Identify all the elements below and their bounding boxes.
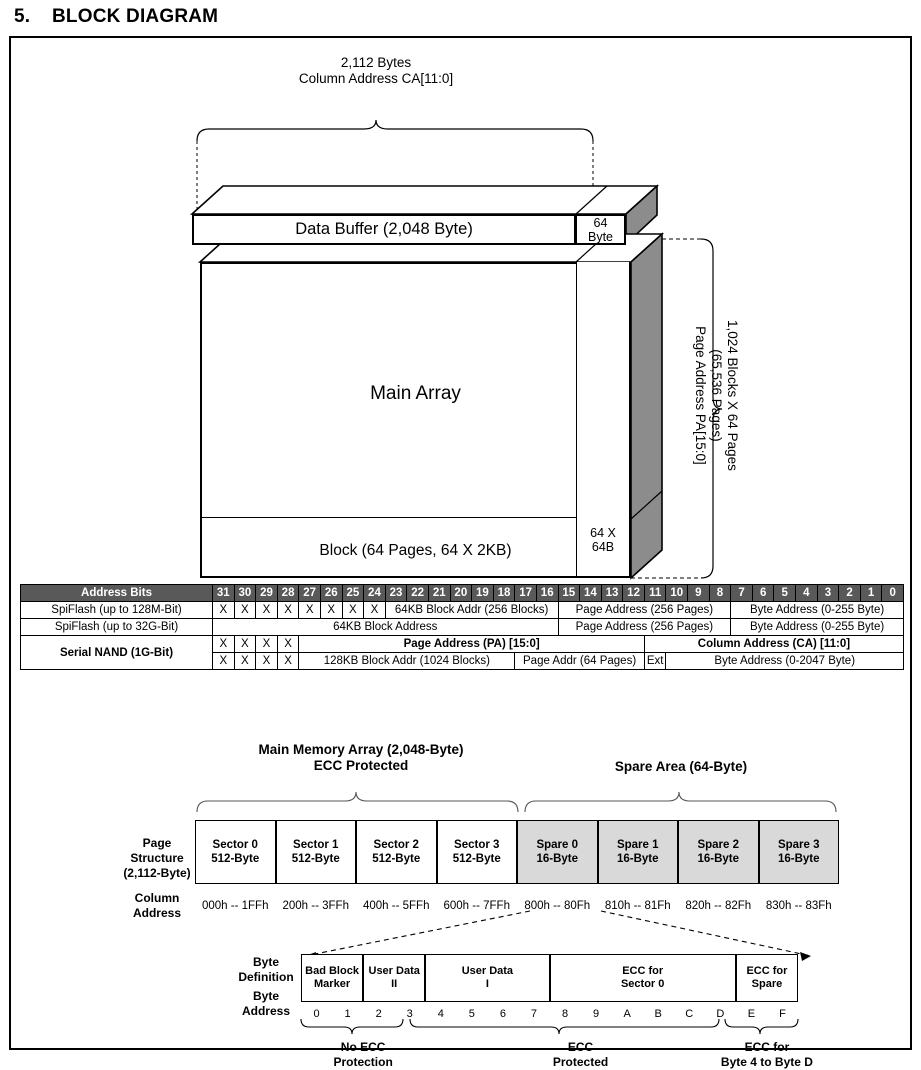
bit-header-28: 28 bbox=[277, 585, 299, 602]
byte-address-value: A bbox=[623, 1008, 631, 1020]
byte-address-row-label bbox=[226, 989, 306, 1019]
table-cell: X bbox=[256, 602, 278, 619]
blocks-caption-line2: (65,536 Pages) bbox=[709, 349, 724, 442]
cell-line1: Sector 2 bbox=[373, 839, 419, 851]
byte-address-value: 0 bbox=[313, 1008, 320, 1020]
bit-header-19: 19 bbox=[472, 585, 494, 602]
bit-header-17: 17 bbox=[515, 585, 537, 602]
table-cell: X bbox=[234, 602, 256, 619]
cell-line2: I bbox=[485, 978, 489, 990]
cell-line2: Marker bbox=[314, 978, 351, 990]
byte-address-value: F bbox=[779, 1008, 786, 1020]
table-row bbox=[21, 602, 904, 619]
byte-address-value: C bbox=[685, 1008, 694, 1020]
cell-line1: ECC for bbox=[746, 965, 788, 977]
page-structure-cell bbox=[759, 820, 840, 884]
bit-header-30: 30 bbox=[234, 585, 256, 602]
byte-definition-footer bbox=[667, 1040, 867, 1070]
page-structure-cell bbox=[276, 820, 357, 884]
table-cell: Ext bbox=[644, 653, 666, 670]
table-cell: Column Address (CA) [11:0] bbox=[644, 636, 903, 653]
data-buffer-label: Data Buffer (2,048 Byte) bbox=[295, 220, 473, 238]
data-buffer-spare-line2: Byte bbox=[587, 229, 613, 244]
bit-header-11: 11 bbox=[644, 585, 666, 602]
bit-header-3: 3 bbox=[817, 585, 839, 602]
cell-line2: 16-Byte bbox=[777, 853, 820, 865]
bit-header-7: 7 bbox=[731, 585, 753, 602]
column-address-value: 400h -- 5FFh bbox=[363, 900, 430, 912]
bit-header-16: 16 bbox=[536, 585, 558, 602]
table-cell: X bbox=[256, 653, 278, 670]
bit-header-5: 5 bbox=[774, 585, 796, 602]
array-spare-line1: 64 X bbox=[590, 526, 616, 540]
blocks-caption-line3: Page Address PA[15:0] bbox=[693, 326, 708, 465]
byte-definition-cell bbox=[301, 954, 363, 1002]
cell-line1: Sector 3 bbox=[454, 839, 500, 851]
data-buffer-spare-line1: 64 bbox=[593, 215, 608, 230]
bit-header-26: 26 bbox=[320, 585, 342, 602]
data-buffer-block bbox=[192, 214, 576, 245]
page-structure-cell bbox=[437, 820, 518, 884]
cell-line1: User Data bbox=[461, 965, 514, 977]
bit-header-9: 9 bbox=[688, 585, 710, 602]
page-structure-row-label bbox=[107, 836, 207, 881]
cell-line1: Spare 3 bbox=[777, 839, 820, 851]
page-structure-cell bbox=[517, 820, 598, 884]
bit-header-1: 1 bbox=[860, 585, 882, 602]
page-structure-cell bbox=[678, 820, 759, 884]
bit-header-29: 29 bbox=[256, 585, 278, 602]
byte-address-value: E bbox=[747, 1008, 756, 1020]
memory-organization-3d-diagram bbox=[11, 38, 914, 558]
byte-definition-row-label bbox=[226, 955, 306, 985]
byte-address-value: 5 bbox=[468, 1008, 475, 1020]
byte-address-value: 7 bbox=[530, 1008, 538, 1020]
byte-definition-cell bbox=[550, 954, 736, 1002]
bit-header-4: 4 bbox=[796, 585, 818, 602]
column-address-value: 820h -- 82Fh bbox=[685, 900, 752, 912]
byte-definition-label-line1: Byte bbox=[252, 955, 279, 969]
cell-line1: Sector 0 bbox=[212, 839, 258, 851]
bit-header-14: 14 bbox=[580, 585, 602, 602]
bit-header-23: 23 bbox=[385, 585, 407, 602]
bit-header-13: 13 bbox=[601, 585, 623, 602]
main-array-label: Main Array bbox=[370, 383, 461, 404]
row-label: Serial NAND (1G-Bit) bbox=[21, 636, 213, 670]
table-cell: X bbox=[342, 602, 364, 619]
table-cell: X bbox=[299, 602, 321, 619]
table-cell: X bbox=[213, 602, 235, 619]
column-address-label-line2: Address bbox=[132, 906, 182, 920]
byte-definition-label-line2: Definition bbox=[238, 970, 294, 984]
spare-area-title-text: Spare Area (64-Byte) bbox=[614, 759, 748, 774]
byte-address-value: B bbox=[654, 1008, 662, 1020]
footer-line1: ECC bbox=[567, 1040, 594, 1054]
byte-address-label-line2: Address bbox=[241, 1004, 291, 1018]
bit-header-8: 8 bbox=[709, 585, 731, 602]
column-address-value: 800h -- 80Fh bbox=[524, 900, 591, 912]
page-structure-label-line2: Structure bbox=[130, 851, 184, 865]
column-address-caption-line2: Column Address CA[11:0] bbox=[298, 71, 454, 86]
array-spare-line2: 64B bbox=[591, 540, 615, 554]
page-structure-cell bbox=[356, 820, 437, 884]
main-memory-array-title-line1: Main Memory Array (2,048-Byte) bbox=[258, 742, 464, 757]
table-cell: 64KB Block Address bbox=[213, 619, 559, 636]
bit-header-10: 10 bbox=[666, 585, 688, 602]
byte-address-value: 3 bbox=[406, 1008, 413, 1020]
table-row bbox=[21, 636, 904, 653]
cell-line2: 512-Byte bbox=[372, 853, 421, 865]
bit-header-21: 21 bbox=[428, 585, 450, 602]
footer-line1: No ECC bbox=[340, 1040, 386, 1054]
table-cell: X bbox=[277, 636, 299, 653]
cell-line2: II bbox=[391, 978, 398, 990]
blocks-pages-caption bbox=[692, 320, 740, 471]
table-cell: Page Address (PA) [15:0] bbox=[299, 636, 645, 653]
bit-header-20: 20 bbox=[450, 585, 472, 602]
data-buffer-spare-block bbox=[576, 214, 626, 245]
page-structure-diagram bbox=[11, 728, 914, 1069]
page-structure-label-line3: (2,112-Byte) bbox=[123, 866, 191, 880]
bit-header-18: 18 bbox=[493, 585, 515, 602]
section-number: 5. bbox=[14, 6, 31, 27]
cell-line2: 16-Byte bbox=[536, 853, 579, 865]
byte-address-value: 6 bbox=[499, 1008, 506, 1020]
byte-address-value: 8 bbox=[561, 1008, 569, 1020]
cell-line2: 16-Byte bbox=[616, 853, 659, 865]
table-cell: Page Address (256 Pages) bbox=[558, 602, 731, 619]
byte-address-value: 2 bbox=[375, 1008, 382, 1020]
block-diagram-frame bbox=[9, 36, 912, 1069]
byte-definition-footer bbox=[481, 1040, 681, 1070]
column-address-value: 200h -- 3FFh bbox=[282, 900, 349, 912]
cell-line1: User Data bbox=[368, 965, 420, 977]
row-label: SpiFlash (up to 128M-Bit) bbox=[21, 602, 213, 619]
cell-line2: 16-Byte bbox=[697, 853, 740, 865]
table-cell: Byte Address (0-255 Byte) bbox=[731, 602, 904, 619]
table-cell: Page Address (256 Pages) bbox=[558, 619, 731, 636]
main-array-block bbox=[200, 262, 631, 578]
page-structure-cell bbox=[195, 820, 276, 884]
table-cell: Byte Address (0-255 Byte) bbox=[731, 619, 904, 636]
table-cell: X bbox=[234, 653, 256, 670]
page-structure-label-line1: Page bbox=[142, 836, 172, 850]
block-divider bbox=[202, 517, 629, 518]
bit-header-2: 2 bbox=[839, 585, 861, 602]
address-bits-header-row bbox=[21, 585, 904, 602]
bit-header-12: 12 bbox=[623, 585, 645, 602]
table-cell: X bbox=[364, 602, 386, 619]
byte-address-value: 4 bbox=[437, 1008, 444, 1020]
byte-definition-footer bbox=[263, 1040, 463, 1070]
cell-line2: Sector 0 bbox=[620, 978, 665, 990]
address-bits-table bbox=[20, 584, 904, 670]
cell-line2: 512-Byte bbox=[452, 853, 501, 865]
block-label: Block (64 Pages, 64 X 2KB) bbox=[319, 542, 512, 559]
footer-line2: Protection bbox=[333, 1055, 393, 1069]
table-cell: X bbox=[234, 636, 256, 653]
bit-header-27: 27 bbox=[299, 585, 321, 602]
bit-header-6: 6 bbox=[752, 585, 774, 602]
footer-line2: Byte 4 to Byte D bbox=[720, 1055, 813, 1069]
table-cell: X bbox=[320, 602, 342, 619]
main-array-spare-column bbox=[576, 262, 631, 578]
table-cell: 128KB Block Addr (1024 Blocks) bbox=[299, 653, 515, 670]
column-address-value: 830h -- 83Fh bbox=[765, 900, 832, 912]
column-address-value: 000h -- 1FFh bbox=[202, 900, 269, 912]
footer-line2: Protected bbox=[552, 1055, 609, 1069]
byte-address-label-line1: Byte bbox=[252, 989, 279, 1003]
bit-header-31: 31 bbox=[213, 585, 235, 602]
page-structure-cell bbox=[598, 820, 679, 884]
cell-line2: 512-Byte bbox=[211, 853, 260, 865]
table-cell: X bbox=[277, 653, 299, 670]
table-cell: 64KB Block Addr (256 Blocks) bbox=[385, 602, 558, 619]
page-title bbox=[14, 6, 218, 28]
bit-header-0: 0 bbox=[882, 585, 904, 602]
cell-line1: Sector 1 bbox=[293, 839, 339, 851]
byte-definition-cell bbox=[736, 954, 798, 1002]
cell-line2: 512-Byte bbox=[291, 853, 340, 865]
column-address-value: 600h -- 7FFh bbox=[443, 900, 510, 912]
row-label: SpiFlash (up to 32G-Bit) bbox=[21, 619, 213, 636]
bit-header-24: 24 bbox=[364, 585, 386, 602]
cell-line1: Bad Block bbox=[305, 965, 359, 977]
table-cell: Page Addr (64 Pages) bbox=[515, 653, 645, 670]
page-structure-overlay bbox=[11, 728, 914, 1052]
cell-line1: Spare 2 bbox=[697, 839, 740, 851]
bit-header-15: 15 bbox=[558, 585, 580, 602]
byte-definition-cell bbox=[363, 954, 425, 1002]
main-memory-array-title-line2: ECC Protected bbox=[313, 758, 409, 773]
footer-line1: ECC for bbox=[744, 1040, 790, 1054]
cell-line2: Spare bbox=[751, 978, 783, 990]
byte-address-value: D bbox=[716, 1008, 725, 1020]
section-title-text: BLOCK DIAGRAM bbox=[52, 6, 219, 27]
bit-header-25: 25 bbox=[342, 585, 364, 602]
table-cell: X bbox=[277, 602, 299, 619]
bit-header-22: 22 bbox=[407, 585, 429, 602]
byte-address-value: 1 bbox=[344, 1008, 351, 1020]
blocks-caption-line1: 1,024 Blocks X 64 Pages bbox=[725, 320, 740, 471]
byte-definition-cell bbox=[425, 954, 549, 1002]
table-row bbox=[21, 619, 904, 636]
table-cell: X bbox=[213, 636, 235, 653]
address-bits-header-label: Address Bits bbox=[21, 585, 213, 602]
table-cell: X bbox=[256, 636, 278, 653]
column-address-value: 810h -- 81Fh bbox=[604, 900, 671, 912]
column-address-caption-line1: 2,112 Bytes bbox=[340, 55, 412, 70]
column-address-label-line1: Column bbox=[134, 891, 180, 905]
address-bits-table-wrap bbox=[20, 584, 903, 670]
table-cell: X bbox=[213, 653, 235, 670]
cell-line1: Spare 0 bbox=[536, 839, 579, 851]
table-cell: Byte Address (0-2047 Byte) bbox=[666, 653, 904, 670]
cell-line1: Spare 1 bbox=[616, 839, 659, 851]
byte-address-value: 9 bbox=[593, 1008, 600, 1020]
cell-line1: ECC for bbox=[622, 965, 664, 977]
